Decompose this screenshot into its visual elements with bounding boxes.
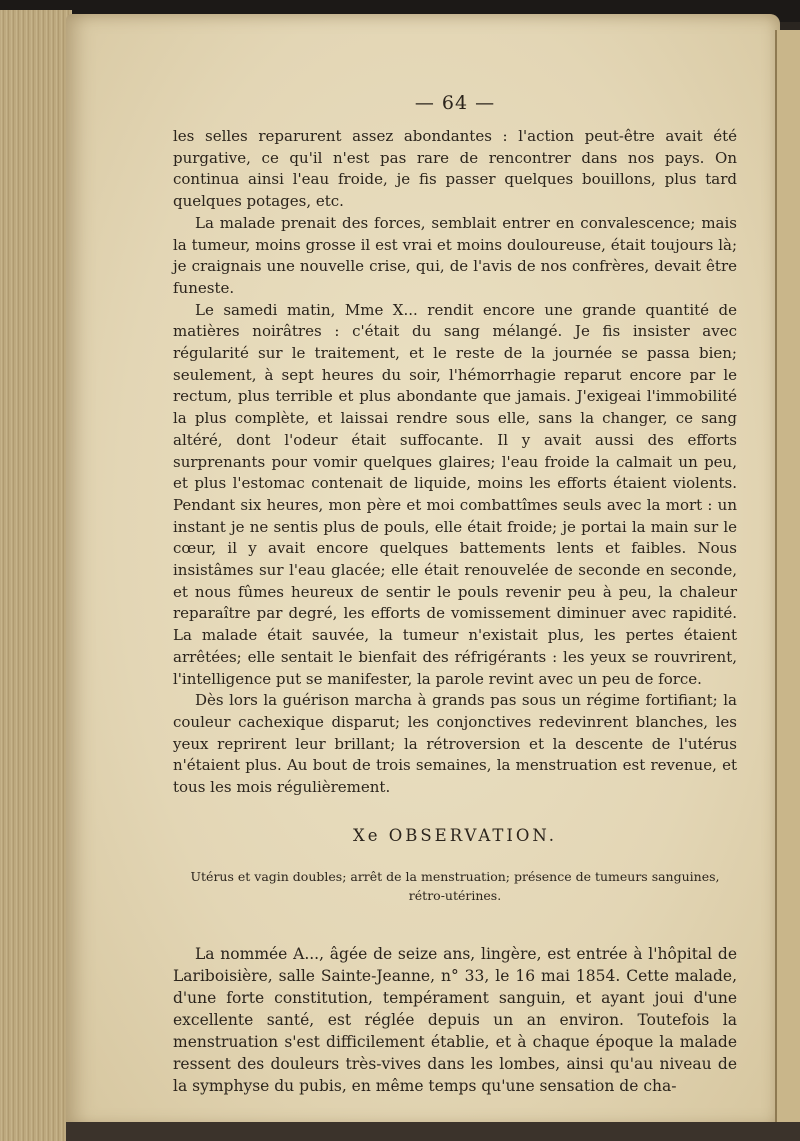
observation-paragraph: La nommée A..., âgée de seize ans, lingère, est entrée à l'hôpital de Lariboisière, salle Sainte-Jeanne, n° 33, le 16 mai 1854. Cette malade, d'une forte constitution, tempérament sanguin, et ayant joui d'une excellente santé, est réglée depuis un an environ. Toutefois la menstruation s'est difficilement établie, et à chaque époque la malade ressent des douleurs très-vives dans les lombes, ainsi qu'au niveau de la symphyse du pubis, en même temps qu'une sensation de cha-: [173, 944, 737, 1095]
paragraph-hemorrhage: Le samedi matin, Mme X... rendit encore une grande quantité de matières noirâtres : c'était du sang mélangé. Je fis insister avec régularité sur le traitement, et le reste de la journée se passa bien; seulement, à sept heures du soir, l'hémorrhagie reparut encore par le rectum, plus terrible et plus abondante que jamais. J'exigeai l'immobilité la plus complète, et laissai rendre sous elle, sans la changer, ce sang altéré, dont l'odeur était suffocante. Il y avait aussi des efforts surprenants pour vomir quelques glaires; l'eau froide la calmait un peu, et plus l'estomac contenait de liquide, moins les efforts étaient violents. Pendant six heures, mon père et moi combattîmes seuls avec la mort : un instant je ne sentis plus de pouls, elle était froide; je portai la main sur le cœur, il y avait encore quelques battements lents et faibles. Nous insistâmes sur l'eau glacée; elle était renouvelée de seconde en seconde, et nous fûmes heureux de sentir le pouls revenir peu à peu, la chaleur reparaître par degré, les efforts de vomissement diminuer avec rapidité. La malade était sauvée, la tumeur n'existait plus, les pertes étaient arrêtées; elle sentait le bienfait des réfrigérants : les yeux se rouvrirent, l'intelligence put se manifester, la parole revint avec un peu de force.: [173, 300, 737, 688]
observation-body: [173, 943, 737, 1097]
observation-subtitle: Utérus et vagin doubles; arrêt de la menstruation; présence de tumeurs sanguines, rétro-utérines.: [190, 868, 720, 903]
page-number: — 64 —: [414, 92, 496, 114]
paragraph-continued: les selles reparurent assez abondantes : l'action peut-être avait été purgative, ce qu'il n'est pas rare de rencontrer dans nos pays. On continua ainsi l'eau froide, je fis passer quelques bouillons, plus tard quelques potages, etc.: [173, 127, 737, 211]
paragraph-recovery: Dès lors la guérison marcha à grands pas sous un régime fortifiant; la couleur cachexique disparut; les conjonctives redevinrent blanches, les yeux reprirent leur brillant; la rétroversion et la descente de l'utérus n'étaient plus. Au bout de trois semaines, la menstruation est revenue, et tous les mois régulièrement.: [173, 691, 737, 797]
book-page-edges: [0, 10, 72, 1141]
observation-heading: Xe OBSERVATION.: [352, 825, 558, 845]
scan-background-bottom: [66, 1122, 800, 1141]
page-text: [173, 92, 737, 1097]
facing-page-edge: [775, 30, 800, 1141]
paragraph-convalescence: La malade prenait des forces, semblait entrer en convalescence; mais la tumeur, moins grosse il est vrai et moins douloureuse, était toujours là; je craignais une nouvelle crise, qui, de l'avis de nos confrères, devait être funeste.: [173, 213, 737, 297]
